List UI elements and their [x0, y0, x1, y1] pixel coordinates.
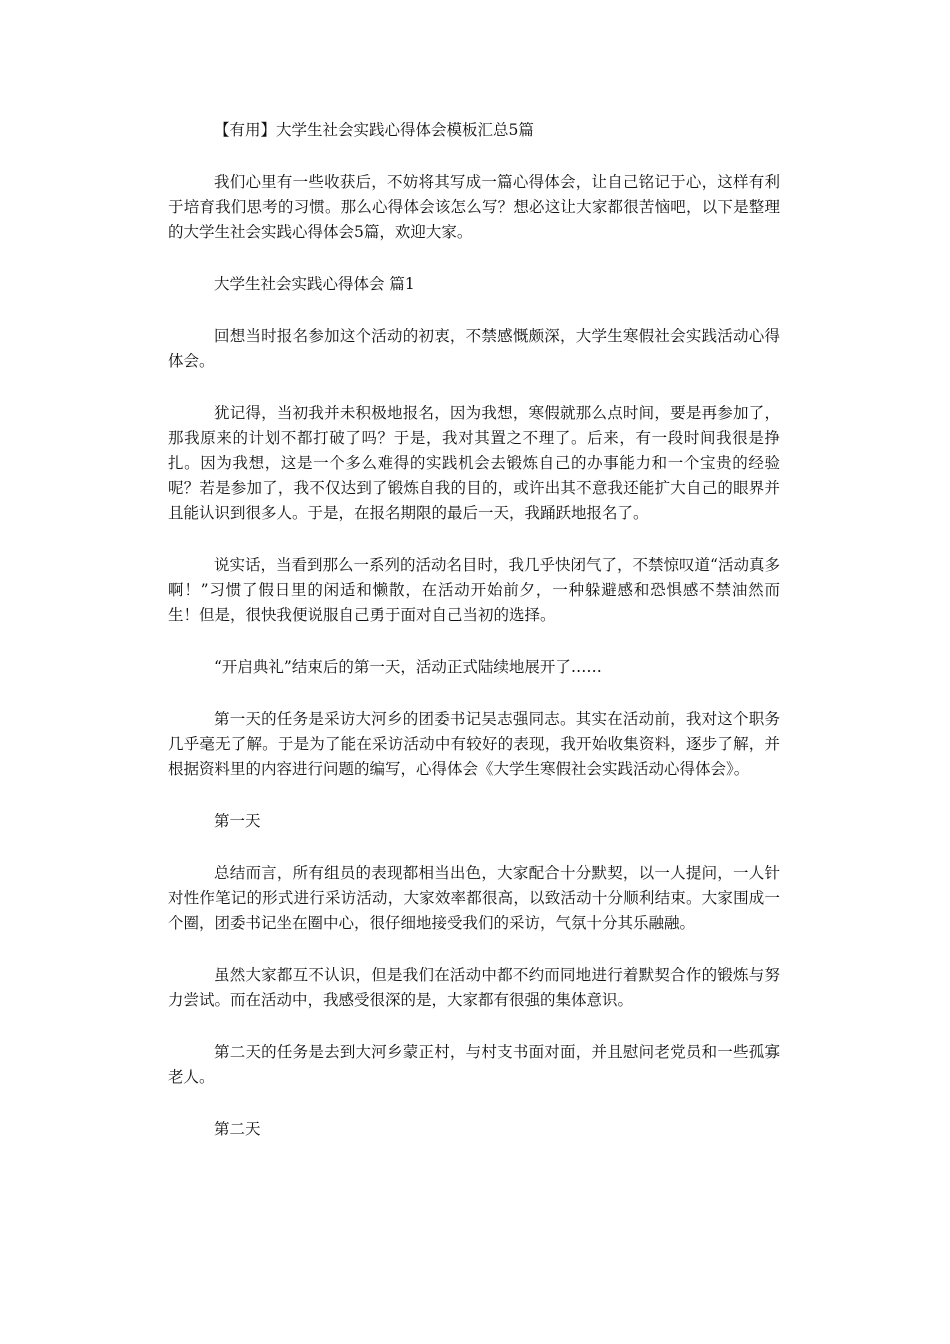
body-paragraph: 犹记得，当初我并未积极地报名，因为我想，寒假就那么点时间，要是再参加了，那我原来的计划不都打破了吗？于是，我对其置之不理了。后来，有一段时间我很是挣扎。因为我想，这是一个多么难得的实践机会去锻炼自己的办事能力和一个宝贵的经验呢？若是参加了，我不仅达到了锻炼自我的目的，或许出其不意我还能扩大自己的眼界并且能认识到很多人。于是，在报名期限的最后一天，我踊跃地报名了。	[168, 404, 780, 522]
document-body	[168, 118, 780, 1142]
body-paragraph: 第二天的任务是去到大河乡蒙正村，与村支书面对面，并且慰问老党员和一些孤寡老人。	[168, 1043, 780, 1086]
body-paragraph: 回想当时报名参加这个活动的初衷，不禁感慨颇深，大学生寒假社会实践活动心得体会。	[168, 327, 780, 370]
body-paragraph: “开启典礼”结束后的第一天，活动正式陆续地展开了……	[214, 658, 602, 676]
document-title: 【有用】大学生社会实践心得体会模板汇总5篇	[214, 121, 534, 139]
intro-paragraph: 我们心里有一些收获后，不妨将其写成一篇心得体会，让自己铭记于心，这样有利于培育我们思考的习惯。那么心得体会该怎么写？想必这让大家都很苦恼吧，以下是整理的大学生社会实践心得体会5篇，欢迎大家。	[168, 173, 780, 241]
day-heading: 第二天	[214, 1120, 261, 1138]
body-paragraph: 虽然大家都互不认识，但是我们在活动中都不约而同地进行着默契合作的锻炼与努力尝试。而在活动中，我感受很深的是，大家都有很强的集体意识。	[168, 966, 780, 1009]
day-heading: 第一天	[214, 812, 261, 830]
body-paragraph: 第一天的任务是采访大河乡的团委书记吴志强同志。其实在活动前，我对这个职务几乎毫无了解。于是为了能在采访活动中有较好的表现，我开始收集资料，逐步了解，并根据资料里的内容进行问题的编写，心得体会《大学生寒假社会实践活动心得体会》。	[168, 710, 780, 778]
body-paragraph: 总结而言，所有组员的表现都相当出色，大家配合十分默契，以一人提问，一人针对性作笔记的形式进行采访活动，大家效率都很高，以致活动十分顺利结束。大家围成一个圈，团委书记坐在圈中心，很仔细地接受我们的采访，气氛十分其乐融融。	[168, 864, 780, 932]
body-paragraph: 说实话，当看到那么一系列的活动名目时，我几乎快闭气了，不禁惊叹道“活动真多啊！”习惯了假日里的闲适和懒散，在活动开始前夕，一种躲避感和恐惧感不禁油然而生！但是，很快我便说服自己勇于面对自己当初的选择。	[168, 556, 780, 624]
section-heading: 大学生社会实践心得体会 篇1	[214, 275, 415, 293]
